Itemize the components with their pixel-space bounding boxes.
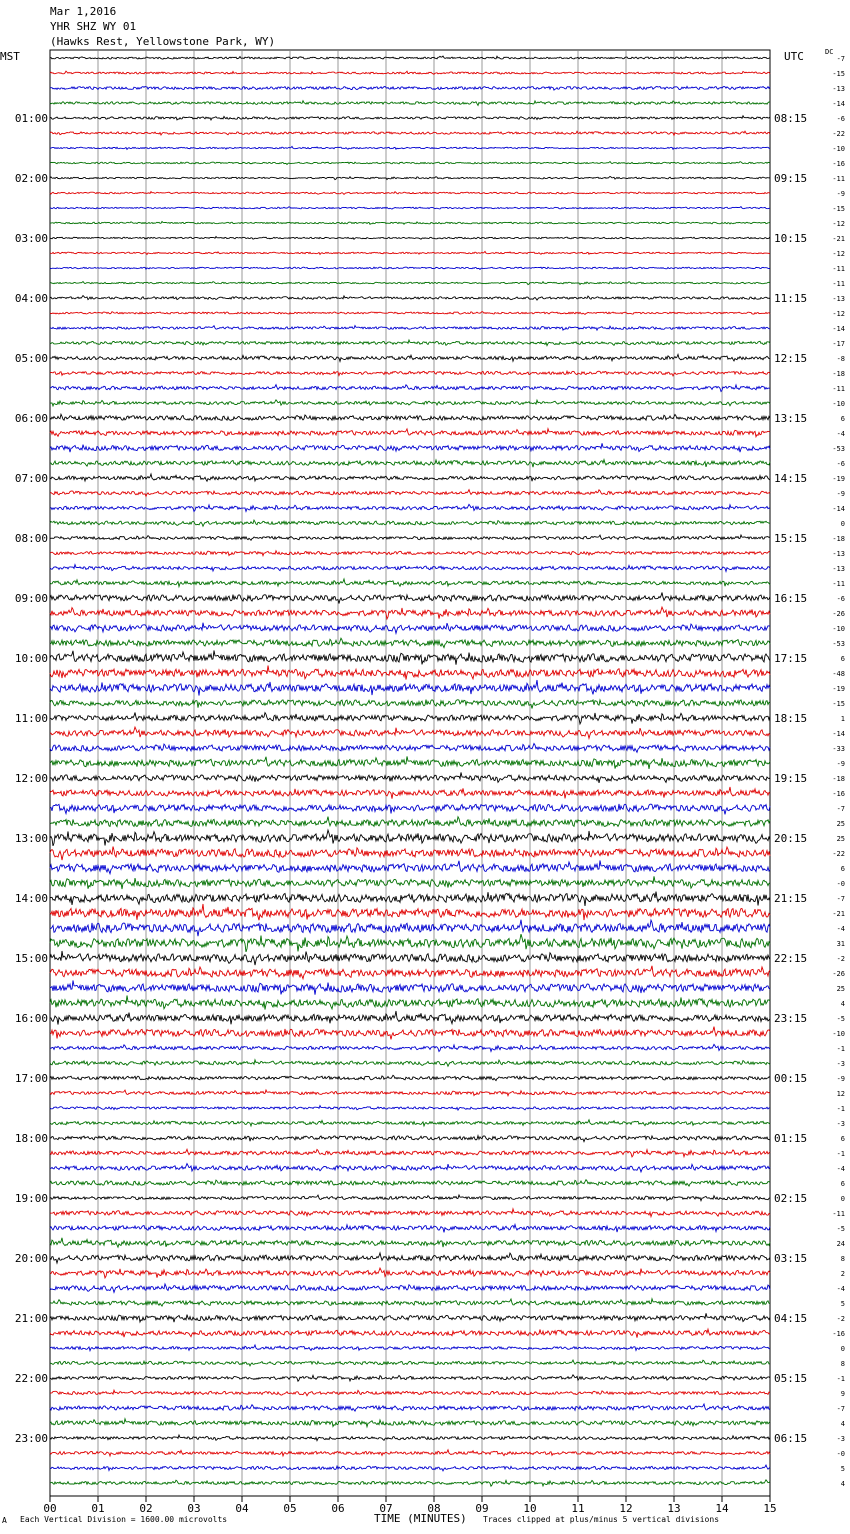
utc-hour-label: 09:15 — [774, 172, 808, 185]
mst-hour-label: 19:00 — [14, 1192, 48, 1205]
seismic-trace — [50, 996, 770, 1010]
x-tick-label: 12 — [619, 1502, 633, 1515]
seismic-trace — [50, 830, 770, 846]
dc-offset-label: -53 — [832, 445, 845, 453]
utc-hour-label: 04:15 — [774, 1312, 808, 1325]
seismic-trace — [50, 666, 770, 680]
dc-offset-label: -7 — [836, 55, 845, 63]
mst-hour-label: 21:00 — [14, 1312, 48, 1325]
utc-hour-label: 00:15 — [774, 1072, 808, 1085]
mst-hour-label: 22:00 — [14, 1372, 48, 1385]
mst-hour-label: 10:00 — [14, 652, 48, 665]
dc-offset-label: 4 — [840, 1480, 845, 1488]
seismic-trace — [50, 713, 770, 724]
x-tick-label: 10 — [523, 1502, 537, 1515]
dc-offset-label: 25 — [836, 820, 845, 828]
seismic-trace — [50, 176, 770, 179]
seismic-trace — [50, 371, 770, 376]
scale-note: Each Vertical Division = 1600.00 microvolts — [20, 1515, 228, 1524]
mst-hour-label: 16:00 — [14, 1012, 48, 1025]
dc-offset-label: -11 — [832, 265, 845, 273]
utc-hour-label: 08:15 — [774, 112, 808, 125]
dc-offset-label: -9 — [836, 490, 845, 498]
dc-offset-label: -4 — [836, 925, 845, 933]
seismic-trace — [50, 593, 770, 604]
dc-offset-label: -16 — [832, 1330, 845, 1338]
seismic-trace — [50, 727, 770, 738]
seismic-trace — [50, 1106, 770, 1111]
dc-offset-label: -1 — [836, 1375, 845, 1383]
right-axis-label: UTC — [784, 50, 804, 63]
seismic-trace — [50, 920, 770, 937]
dc-offset-label: -14 — [832, 505, 845, 513]
seismic-trace — [50, 296, 770, 301]
dc-offset-label: -3 — [836, 1120, 845, 1128]
seismic-trace — [50, 904, 770, 920]
dc-offset-label: -13 — [832, 550, 845, 558]
utc-hour-label: 15:15 — [774, 532, 808, 545]
dc-offset-label: -14 — [832, 100, 845, 108]
dc-offset-label: -7 — [836, 895, 845, 903]
seismic-trace — [50, 1149, 770, 1157]
mst-hour-label: 15:00 — [14, 952, 48, 965]
seismic-trace — [50, 237, 770, 240]
seismic-trace — [50, 1164, 770, 1172]
seismic-trace — [50, 251, 770, 254]
dc-offset-label: -13 — [832, 565, 845, 573]
utc-hour-label: 13:15 — [774, 412, 808, 425]
dc-offset-label: -6 — [836, 595, 845, 603]
dc-offset-label: -2 — [836, 1315, 845, 1323]
seismic-trace — [50, 579, 770, 587]
seismic-trace — [50, 1329, 770, 1338]
seismic-trace — [50, 1480, 770, 1486]
dc-offset-labels — [832, 55, 845, 1488]
utc-hour-label: 22:15 — [774, 952, 808, 965]
dc-offset-label: -6 — [836, 460, 845, 468]
mst-hour-label: 06:00 — [14, 412, 48, 425]
seismic-trace — [50, 1044, 770, 1051]
seismic-trace — [50, 86, 770, 90]
utc-hour-label: 03:15 — [774, 1252, 808, 1265]
seismic-trace — [50, 1253, 770, 1263]
dc-offset-label: -15 — [832, 70, 845, 78]
mst-hour-label: 05:00 — [14, 352, 48, 365]
dc-offset-label: -1 — [836, 1150, 845, 1158]
dc-offset-label: -12 — [832, 250, 845, 258]
dc-offset-label: -13 — [832, 295, 845, 303]
station-code: YHR SHZ WY 01 — [50, 20, 137, 33]
mst-hour-label: 14:00 — [14, 892, 48, 905]
seismic-trace — [50, 1225, 770, 1233]
dc-offset-label: 4 — [840, 1420, 845, 1428]
dc-offset-label: -1 — [836, 1105, 845, 1113]
dc-offset-label: -18 — [832, 370, 845, 378]
x-tick-label: 01 — [91, 1502, 105, 1515]
mst-hour-label: 04:00 — [14, 292, 48, 305]
seismic-trace — [50, 744, 770, 753]
dc-offset-label: -3 — [836, 1435, 845, 1443]
dc-offset-label: 25 — [836, 985, 845, 993]
mst-hour-label: 09:00 — [14, 592, 48, 605]
dc-offset-label: -15 — [832, 205, 845, 213]
dc-offset-label: 2 — [840, 1270, 845, 1278]
x-tick-label: 02 — [139, 1502, 153, 1515]
mst-hour-label: 08:00 — [14, 532, 48, 545]
dc-offset-label: -0 — [836, 1450, 845, 1458]
dc-offset-label: -26 — [832, 610, 845, 618]
dc-offset-label: 9 — [840, 1390, 845, 1398]
dc-offset-label: 8 — [840, 1255, 845, 1263]
dc-offset-label: -7 — [836, 805, 845, 813]
seismic-trace — [50, 504, 770, 511]
footer-mark: A — [2, 1516, 7, 1525]
seismic-trace — [50, 1404, 770, 1411]
dc-offset-label: -4 — [836, 1165, 845, 1173]
dc-offset-label: -22 — [832, 130, 845, 138]
seismic-trace — [50, 222, 770, 225]
dc-offset-label: 0 — [840, 520, 845, 528]
seismic-trace — [50, 116, 770, 120]
seismic-trace — [50, 1313, 770, 1322]
dc-offset-label: -53 — [832, 640, 845, 648]
seismic-trace — [50, 934, 770, 952]
mst-hour-label: 07:00 — [14, 472, 48, 485]
dc-offset-label: -18 — [832, 535, 845, 543]
mst-hour-label: 03:00 — [14, 232, 48, 245]
left-axis-label: MST — [0, 50, 20, 63]
dc-offset-label: -13 — [832, 85, 845, 93]
dc-offset-label: 0 — [840, 1345, 845, 1353]
dc-offset-label: -12 — [832, 220, 845, 228]
dc-offset-label: -19 — [832, 475, 845, 483]
mst-hour-label: 20:00 — [14, 1252, 48, 1265]
seismic-trace — [50, 56, 770, 59]
utc-hour-label: 17:15 — [774, 652, 808, 665]
utc-hour-label: 02:15 — [774, 1192, 808, 1205]
dc-offset-label: 5 — [840, 1300, 845, 1308]
dc-offset-label: -16 — [832, 790, 845, 798]
dc-offset-label: 6 — [840, 865, 845, 873]
seismic-trace — [50, 101, 770, 106]
seismic-trace — [50, 700, 770, 709]
seismic-trace — [50, 385, 770, 392]
seismic-trace — [50, 1238, 770, 1247]
seismic-trace — [50, 623, 770, 634]
dc-offset-label: 31 — [836, 940, 845, 948]
seismic-trace — [50, 1027, 770, 1040]
dc-offset-label: 4 — [840, 1000, 845, 1008]
dc-offset-label: -10 — [832, 145, 845, 153]
utc-hour-label: 20:15 — [774, 832, 808, 845]
seismic-trace — [50, 876, 770, 889]
x-tick-label: 15 — [763, 1502, 777, 1515]
seismic-trace — [50, 1465, 770, 1471]
seismic-trace — [50, 429, 770, 437]
seismic-trace — [50, 1180, 770, 1186]
dc-offset-label: -0 — [836, 880, 845, 888]
x-tick-label: 07 — [379, 1502, 393, 1515]
seismic-trace — [50, 892, 770, 906]
seismic-trace — [50, 1090, 770, 1096]
dc-offset-label: -16 — [832, 160, 845, 168]
mst-hour-label: 23:00 — [14, 1432, 48, 1445]
utc-hour-label: 19:15 — [774, 772, 808, 785]
seismic-trace — [50, 474, 770, 481]
seismic-trace — [50, 1268, 770, 1278]
seismic-trace — [50, 1284, 770, 1292]
seismic-trace — [50, 650, 770, 664]
dc-offset-label: -10 — [832, 1030, 845, 1038]
dc-offset-label: -26 — [832, 970, 845, 978]
utc-hour-label: 12:15 — [774, 352, 808, 365]
seismic-trace — [50, 1450, 770, 1456]
seismic-trace — [50, 1299, 770, 1306]
seismic-trace — [50, 267, 770, 269]
x-tick-label: 06 — [331, 1502, 345, 1515]
utc-hour-label: 11:15 — [774, 292, 808, 305]
seismic-trace — [50, 817, 770, 827]
dc-offset-label: 6 — [840, 1135, 845, 1143]
dc-offset-label: -14 — [832, 325, 845, 333]
x-axis-title: TIME (MINUTES) — [374, 1512, 467, 1525]
dc-offset-label: 1 — [840, 715, 845, 723]
mst-hour-label: 02:00 — [14, 172, 48, 185]
dc-offset-label: -17 — [832, 340, 845, 348]
seismic-trace — [50, 847, 770, 861]
dc-offset-label: -21 — [832, 910, 845, 918]
utc-hour-label: 10:15 — [774, 232, 808, 245]
x-tick-label: 04 — [235, 1502, 249, 1515]
seismic-trace — [50, 1345, 770, 1351]
plot-date: Mar 1,2016 — [50, 5, 117, 18]
utc-hour-label: 23:15 — [774, 1012, 808, 1025]
utc-hour-label: 01:15 — [774, 1132, 808, 1145]
seismic-trace — [50, 443, 770, 452]
dc-offset-label: 6 — [840, 415, 845, 423]
seismic-trace — [50, 772, 770, 783]
x-tick-label: 05 — [283, 1502, 297, 1515]
dc-offset-label: -10 — [832, 400, 845, 408]
dc-offset-label: -11 — [832, 385, 845, 393]
dc-offset-label: -4 — [836, 430, 845, 438]
seismic-trace — [50, 131, 770, 135]
dc-offset-label: 6 — [840, 655, 845, 663]
utc-hour-label: 05:15 — [774, 1372, 808, 1385]
dc-offset-label: -8 — [836, 355, 845, 363]
seismic-trace — [50, 1360, 770, 1366]
dc-offset-label: -15 — [832, 700, 845, 708]
dc-offset-label: -14 — [832, 730, 845, 738]
seismic-trace — [50, 966, 770, 979]
seismic-trace — [50, 340, 770, 346]
seismic-trace — [50, 980, 770, 994]
seismic-trace — [50, 326, 770, 331]
seismic-trace — [50, 400, 770, 406]
seismic-trace — [50, 146, 770, 149]
dc-offset-label: -11 — [832, 280, 845, 288]
x-tick-label: 11 — [571, 1502, 585, 1515]
seismic-trace — [50, 414, 770, 420]
dc-offset-label: 8 — [840, 1360, 845, 1368]
dc-offset-label: -9 — [836, 1075, 845, 1083]
seismic-trace — [50, 282, 770, 285]
dc-offset-label: -11 — [832, 580, 845, 588]
utc-hour-label: 14:15 — [774, 472, 808, 485]
seismic-trace — [50, 490, 770, 497]
seismic-trace — [50, 787, 770, 799]
seismic-trace — [50, 71, 770, 74]
dc-offset-label: -4 — [836, 1285, 845, 1293]
seismic-trace — [50, 1060, 770, 1066]
utc-hour-label: 21:15 — [774, 892, 808, 905]
dc-offset-label: -9 — [836, 760, 845, 768]
seismic-trace — [50, 1136, 770, 1142]
seismic-trace — [50, 1435, 770, 1441]
seismic-trace — [50, 1195, 770, 1201]
dc-offset-label: -3 — [836, 1060, 845, 1068]
mst-hour-labels — [15, 112, 48, 1445]
utc-hour-label: 18:15 — [774, 712, 808, 725]
seismic-trace — [50, 162, 770, 165]
seismic-trace — [50, 354, 770, 361]
seismic-trace — [50, 460, 770, 468]
seismic-trace — [50, 565, 770, 572]
seismic-trace — [50, 680, 770, 696]
seismic-trace — [50, 207, 770, 210]
dc-offset-label: -10 — [832, 625, 845, 633]
dc-offset-label: 12 — [836, 1090, 845, 1098]
seismic-traces — [50, 56, 770, 1486]
seismic-trace — [50, 192, 770, 195]
dc-offset-label: 25 — [836, 835, 845, 843]
mst-hour-label: 18:00 — [14, 1132, 48, 1145]
dc-offset-label: -12 — [832, 310, 845, 318]
utc-hour-label: 06:15 — [774, 1432, 808, 1445]
x-tick-label: 14 — [715, 1502, 729, 1515]
seismic-trace — [50, 860, 770, 873]
seismic-trace — [50, 520, 770, 526]
seismic-trace — [50, 1120, 770, 1126]
x-tick-label: 13 — [667, 1502, 681, 1515]
station-location: (Hawks Rest, Yellowstone Park, WY) — [50, 35, 276, 48]
seismic-trace — [50, 1075, 770, 1080]
seismic-trace — [50, 804, 770, 814]
seismic-trace — [50, 638, 770, 647]
utc-hour-labels — [774, 112, 807, 1445]
mst-hour-label: 11:00 — [14, 712, 48, 725]
dc-label: DC — [825, 48, 834, 56]
dc-offset-label: -6 — [836, 115, 845, 123]
mst-hour-label: 13:00 — [14, 832, 48, 845]
x-tick-label: 00 — [43, 1502, 57, 1515]
dc-offset-label: -9 — [836, 190, 845, 198]
dc-offset-label: -48 — [832, 670, 845, 678]
dc-offset-label: -11 — [832, 175, 845, 183]
dc-offset-label: 0 — [840, 1195, 845, 1203]
x-tick-label: 09 — [475, 1502, 489, 1515]
dc-offset-label: -22 — [832, 850, 845, 858]
seismic-trace — [50, 756, 770, 769]
seismic-trace — [50, 535, 770, 540]
dc-offset-label: -18 — [832, 775, 845, 783]
seismic-trace — [50, 1209, 770, 1217]
dc-offset-label: -1 — [836, 1045, 845, 1053]
x-tick-label: 08 — [427, 1502, 441, 1515]
dc-offset-label: -7 — [836, 1405, 845, 1413]
utc-hour-label: 16:15 — [774, 592, 808, 605]
dc-offset-label: -5 — [836, 1225, 845, 1233]
dc-offset-label: 24 — [836, 1240, 845, 1248]
seismic-trace — [50, 551, 770, 556]
dc-offset-label: -21 — [832, 235, 845, 243]
seismic-trace — [50, 1375, 770, 1381]
seismic-trace — [50, 1419, 770, 1427]
mst-hour-label: 17:00 — [14, 1072, 48, 1085]
seismic-trace — [50, 1011, 770, 1025]
dc-offset-label: 6 — [840, 1180, 845, 1188]
mst-hour-label: 12:00 — [14, 772, 48, 785]
mst-hour-label: 01:00 — [14, 112, 48, 125]
dc-offset-label: -11 — [832, 1210, 845, 1218]
x-tick-label: 03 — [187, 1502, 201, 1515]
clip-note: Traces clipped at plus/minus 5 vertical divisions — [483, 1515, 720, 1524]
dc-offset-label: -5 — [836, 1015, 845, 1023]
seismic-trace — [50, 951, 770, 965]
seismic-trace — [50, 607, 770, 619]
dc-offset-label: -19 — [832, 685, 845, 693]
seismic-trace — [50, 312, 770, 315]
dc-offset-label: -33 — [832, 745, 845, 753]
dc-offset-label: 5 — [840, 1465, 845, 1473]
dc-offset-label: -2 — [836, 955, 845, 963]
seismic-trace — [50, 1390, 770, 1396]
